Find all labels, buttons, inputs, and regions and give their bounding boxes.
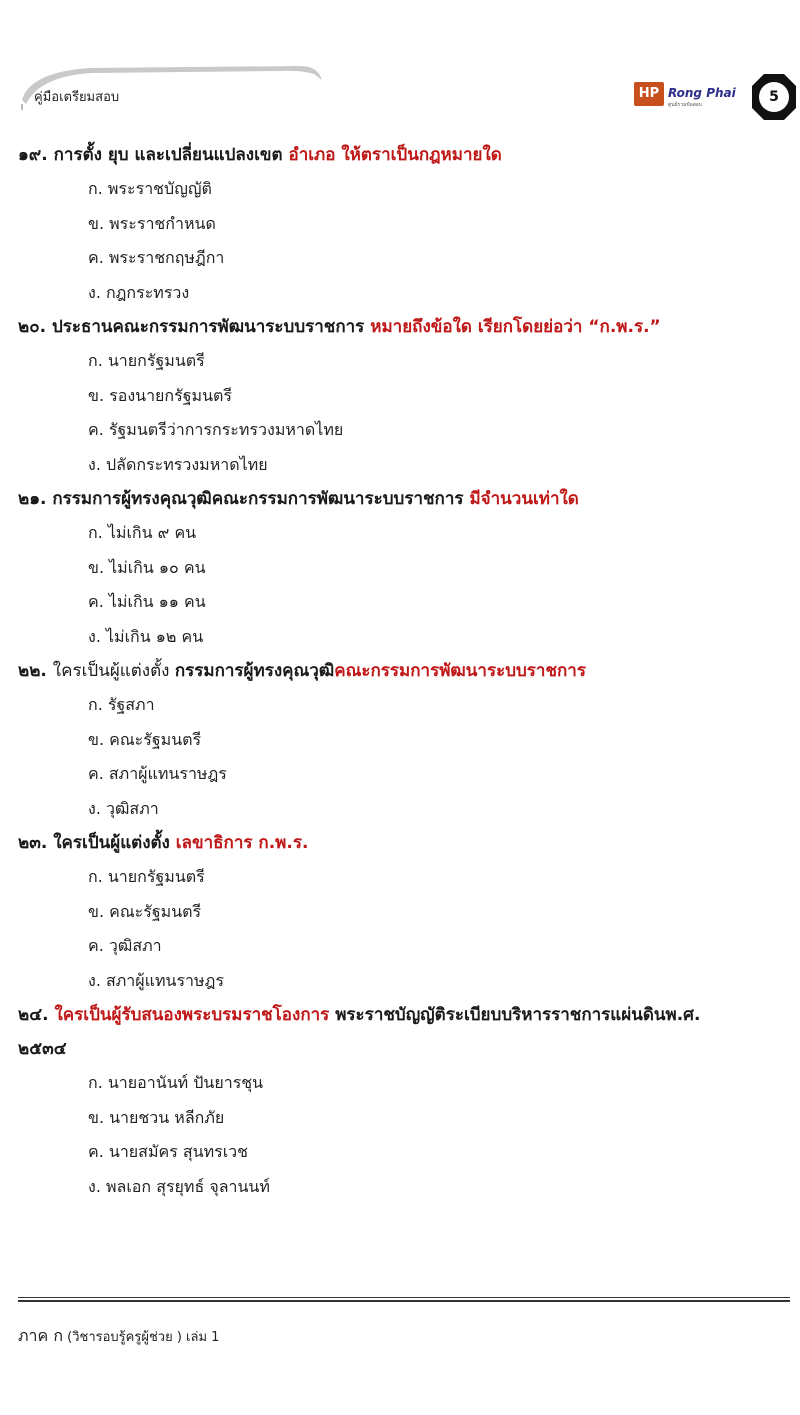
question-segment: ๒๑. กรรมการผู้ทรงคุณวุฒิคณะกรรมการพัฒนาระบบราชการ bbox=[18, 489, 470, 509]
answer-option: ก. รัฐสภา bbox=[88, 695, 155, 714]
answer-option: ก. พระราชบัญญัติ bbox=[88, 179, 212, 198]
answer-option: ก. นายอานันท์ ปันยารชุน bbox=[88, 1073, 264, 1092]
answer-option: ง. พลเอก สุรยุทธ์ จุลานนท์ bbox=[88, 1176, 270, 1196]
question-text bbox=[18, 998, 788, 1032]
footer-divider bbox=[18, 1297, 790, 1298]
question-block bbox=[18, 310, 788, 482]
question-segment: ๒๒. bbox=[18, 661, 53, 681]
rong-phai-logo bbox=[634, 80, 754, 114]
question-segment: ๒๔. bbox=[18, 1005, 55, 1025]
question-segment: ๒๐. ประธานคณะกรรมการพัฒนาระบบราชการ bbox=[18, 317, 371, 337]
question-highlight: คณะกรรมการพัฒนาระบบราชการ bbox=[334, 661, 586, 681]
question-block bbox=[18, 998, 788, 1204]
answer-option: ง. สภาผู้แทนราษฎร bbox=[88, 970, 224, 990]
question-highlight: หมายถึงข้อใด เรียกโดยย่อว่า “ก.พ.ร.” bbox=[370, 317, 661, 337]
question-highlight: มีจำนวนเท่าใด bbox=[469, 489, 579, 509]
question-block bbox=[18, 654, 788, 826]
page-header bbox=[0, 0, 800, 130]
answer-option: ค. พระราชกฤษฎีกา bbox=[88, 248, 225, 267]
question-block bbox=[18, 482, 788, 654]
answer-option: ก. นายกรัฐมนตรี bbox=[88, 867, 205, 886]
question-segment: ใครเป็นผู้แต่งตั้ง bbox=[52, 661, 175, 681]
question-list bbox=[18, 138, 788, 1204]
answer-option: ค. รัฐมนตรีว่าการกระทรวงมหาดไทย bbox=[88, 420, 344, 439]
answer-option: ง. กฎกระทรวง bbox=[88, 282, 190, 302]
answer-option: ก. ไม่เกิน ๙ คน bbox=[88, 523, 197, 542]
question-text-continuation: ๒๕๓๔ bbox=[18, 1039, 67, 1059]
question-segment: พระราชบัญญัติระเบียบบริหารราชการแผ่นดินพ.ศ. bbox=[329, 1005, 701, 1025]
answer-option: ข. พระราชกำหนด bbox=[88, 213, 216, 233]
answer-option: ข. นายชวน หลีกภัย bbox=[88, 1107, 225, 1127]
answer-option: ข. คณะรัฐมนตรี bbox=[88, 901, 202, 921]
answer-option: ค. สภาผู้แทนราษฎร bbox=[88, 764, 227, 783]
question-highlight: เลขาธิการ ก.พ.ร. bbox=[175, 833, 309, 853]
question-text bbox=[18, 826, 788, 860]
question-segment: ๒๓. ใครเป็นผู้แต่งตั้ง bbox=[18, 833, 176, 853]
question-text bbox=[18, 138, 788, 172]
question-segment: ๑๙. การตั้ง ยุบ และเปลี่ยนแปลงเขต bbox=[18, 145, 289, 165]
answer-option: ข. รองนายกรัฐมนตรี bbox=[88, 385, 232, 405]
footer-part: ภาค ก bbox=[18, 1326, 64, 1345]
answer-option: ง. วุฒิสภา bbox=[88, 798, 159, 818]
footer-text bbox=[18, 1324, 219, 1349]
answer-option: ค. วุฒิสภา bbox=[88, 936, 162, 955]
question-text bbox=[18, 482, 788, 516]
answer-option: ก. นายกรัฐมนตรี bbox=[88, 351, 205, 370]
logo-subtext: ศูนย์รวมข้อสอบ bbox=[668, 102, 702, 108]
header-title: คู่มือเตรียมสอบ bbox=[34, 90, 120, 105]
answer-option: ข. ไม่เกิน ๑๐ คน bbox=[88, 557, 206, 577]
logo-badge: HP bbox=[634, 82, 664, 106]
logo-text: Rong Phai bbox=[668, 86, 736, 100]
answer-option: ค. นายสมัคร สุนทรเวช bbox=[88, 1142, 249, 1161]
answer-option: ง. ไม่เกิน ๑๒ คน bbox=[88, 626, 204, 646]
answer-option: ง. ปลัดกระทรวงมหาดไทย bbox=[88, 454, 268, 474]
answer-option: ค. ไม่เกิน ๑๑ คน bbox=[88, 592, 206, 611]
footer-subject: (วิชารอบรู้ครูผู้ช่วย ) เล่ม 1 bbox=[63, 1330, 220, 1345]
question-text bbox=[18, 654, 788, 688]
footer-divider-thick bbox=[18, 1300, 790, 1302]
question-segment: กรรมการผู้ทรงคุณวุฒิ bbox=[174, 661, 335, 681]
question-block bbox=[18, 138, 788, 310]
page-number: 5 bbox=[769, 89, 779, 105]
question-block bbox=[18, 826, 788, 998]
question-highlight: ใครเป็นผู้รับสนองพระบรมราชโองการ bbox=[54, 1005, 330, 1025]
question-text bbox=[18, 310, 788, 344]
question-highlight: อำเภอ ให้ตราเป็นกฎหมายใด bbox=[288, 145, 502, 165]
answer-option: ข. คณะรัฐมนตรี bbox=[88, 729, 202, 749]
